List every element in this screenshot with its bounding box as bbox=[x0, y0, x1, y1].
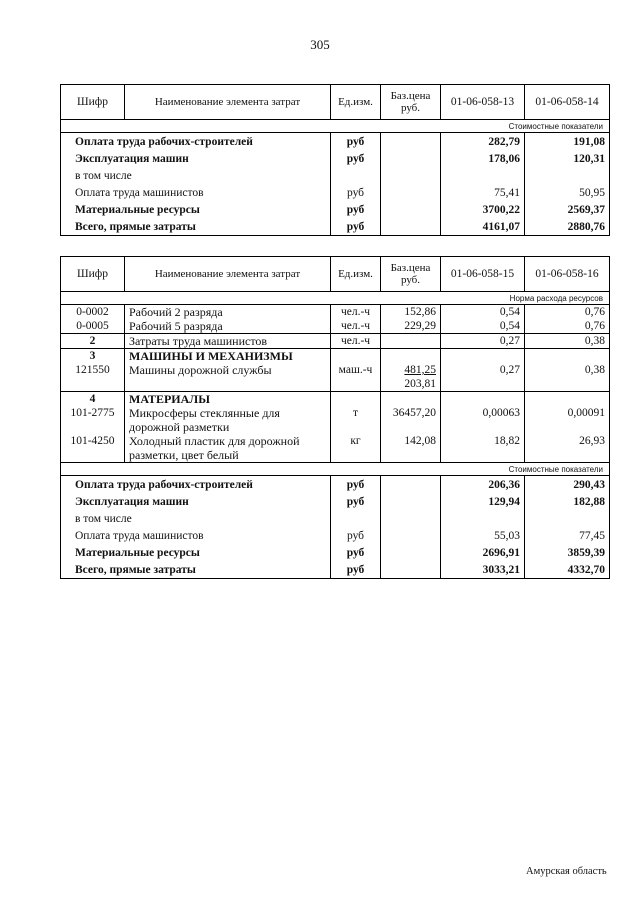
resource-name-line: Рабочий 2 разряда bbox=[129, 305, 223, 319]
table-row bbox=[61, 527, 610, 544]
resource-price-value: 152,86 bbox=[404, 306, 436, 318]
resource-name bbox=[125, 406, 331, 434]
cost-item-name: Эксплуатация машин bbox=[61, 150, 331, 167]
resource-name bbox=[125, 349, 331, 364]
page-number: 305 bbox=[310, 37, 330, 52]
cost-table-2 bbox=[60, 256, 610, 579]
resource-unit: маш.-ч bbox=[331, 363, 381, 392]
table-row bbox=[61, 133, 610, 151]
cost-value-b bbox=[525, 167, 610, 184]
resource-price-value: 36457,20 bbox=[392, 407, 436, 419]
header-base-price: Баз.цена руб. bbox=[381, 85, 441, 120]
cost-value-a: 178,06 bbox=[441, 150, 525, 167]
cost-item-unit bbox=[331, 167, 381, 184]
table-row bbox=[61, 349, 610, 364]
cost-item-base-price bbox=[381, 527, 441, 544]
table-row bbox=[61, 167, 610, 184]
resource-value-b: 0,00091 bbox=[525, 406, 610, 434]
section-row bbox=[61, 292, 610, 305]
resource-name-line: разметки, цвет белый bbox=[129, 448, 239, 462]
resource-price bbox=[381, 434, 441, 463]
resource-price-value: 481,25 bbox=[404, 364, 436, 376]
cost-value-b: 290,43 bbox=[525, 476, 610, 494]
cost-item-unit bbox=[331, 510, 381, 527]
resource-price bbox=[381, 392, 441, 407]
cost-item-base-price bbox=[381, 544, 441, 561]
resource-unit: кг bbox=[331, 434, 381, 463]
resource-name bbox=[125, 363, 331, 392]
cost-value-a: 55,03 bbox=[441, 527, 525, 544]
resource-unit: чел.-ч bbox=[331, 319, 381, 334]
header-col-a: 01-06-058-13 bbox=[441, 85, 525, 120]
table-row bbox=[61, 434, 610, 463]
resource-name bbox=[125, 434, 331, 463]
resource-name bbox=[125, 319, 331, 334]
cost-item-base-price bbox=[381, 167, 441, 184]
cost-item-unit: руб bbox=[331, 218, 381, 236]
cost-value-b: 3859,39 bbox=[525, 544, 610, 561]
resource-value-b bbox=[525, 392, 610, 407]
cost-item-name: Оплата труда рабочих-строителей bbox=[61, 476, 331, 494]
resource-value-b: 0,76 bbox=[525, 319, 610, 334]
resource-price-value: 142,08 bbox=[404, 435, 436, 447]
resource-name-line: дорожной разметки bbox=[129, 420, 230, 434]
cost-value-a: 2696,91 bbox=[441, 544, 525, 561]
cost-value-a bbox=[441, 167, 525, 184]
resource-value-b: 26,93 bbox=[525, 434, 610, 463]
resource-unit: т bbox=[331, 406, 381, 434]
cost-item-name: Всего, прямые затраты bbox=[61, 561, 331, 579]
cost-item-unit: руб bbox=[331, 476, 381, 494]
section-label: Стоимостные показатели bbox=[61, 463, 610, 476]
resource-code: 3 bbox=[61, 349, 125, 364]
resource-unit bbox=[331, 349, 381, 364]
cost-item-base-price bbox=[381, 561, 441, 579]
resource-price bbox=[381, 334, 441, 349]
resource-name-line: Микросферы стеклянные для bbox=[129, 406, 280, 420]
cost-item-name: Материальные ресурсы bbox=[61, 544, 331, 561]
header-unit: Ед.изм. bbox=[331, 85, 381, 120]
cost-value-a: 129,94 bbox=[441, 493, 525, 510]
header-name: Наименование элемента затрат bbox=[125, 85, 331, 120]
table-row bbox=[61, 319, 610, 334]
resource-value-a: 0,54 bbox=[441, 305, 525, 320]
resource-value-a bbox=[441, 349, 525, 364]
cost-item-base-price bbox=[381, 510, 441, 527]
header-code: Шифр bbox=[61, 257, 125, 292]
cost-item-unit: руб bbox=[331, 493, 381, 510]
section-label: Стоимостные показатели bbox=[61, 120, 610, 133]
table-row bbox=[61, 406, 610, 434]
cost-item-base-price bbox=[381, 493, 441, 510]
cost-item-base-price bbox=[381, 201, 441, 218]
resource-name bbox=[125, 392, 331, 407]
cost-item-unit: руб bbox=[331, 133, 381, 151]
cost-item-name: Эксплуатация машин bbox=[61, 493, 331, 510]
table-header bbox=[61, 257, 610, 292]
resource-value-b: 0,38 bbox=[525, 334, 610, 349]
cost-value-b: 2569,37 bbox=[525, 201, 610, 218]
resource-code: 101-2775 bbox=[61, 406, 125, 434]
cost-value-a: 4161,07 bbox=[441, 218, 525, 236]
cost-value-a: 3700,22 bbox=[441, 201, 525, 218]
resource-value-b: 0,38 bbox=[525, 363, 610, 392]
header-code: Шифр bbox=[61, 85, 125, 120]
resource-value-b bbox=[525, 349, 610, 364]
table-row bbox=[61, 150, 610, 167]
cost-value-a: 75,41 bbox=[441, 184, 525, 201]
cost-item-unit: руб bbox=[331, 527, 381, 544]
cost-item-name: Оплата труда машинистов bbox=[61, 184, 331, 201]
table-row bbox=[61, 218, 610, 236]
cost-value-a bbox=[441, 510, 525, 527]
resource-code: 121550 bbox=[61, 363, 125, 392]
table-row bbox=[61, 493, 610, 510]
cost-item-name: Оплата труда машинистов bbox=[61, 527, 331, 544]
resource-price-value: 229,29 bbox=[404, 320, 436, 332]
cost-value-b bbox=[525, 510, 610, 527]
resource-value-a: 0,27 bbox=[441, 334, 525, 349]
cost-item-name: в том числе bbox=[61, 167, 331, 184]
resource-value-a: 0,54 bbox=[441, 319, 525, 334]
resource-code: 101-4250 bbox=[61, 434, 125, 463]
resource-unit bbox=[331, 392, 381, 407]
table-row bbox=[61, 184, 610, 201]
resource-name bbox=[125, 334, 331, 349]
cost-item-unit: руб bbox=[331, 201, 381, 218]
cost-item-base-price bbox=[381, 218, 441, 236]
cost-value-b: 191,08 bbox=[525, 133, 610, 151]
resource-name-line: Затраты труда машинистов bbox=[129, 334, 268, 348]
table-row bbox=[61, 363, 610, 392]
resource-name-line: Машины дорожной службы bbox=[129, 363, 272, 377]
resource-value-a bbox=[441, 392, 525, 407]
resource-code: 0-0002 bbox=[61, 305, 125, 320]
cost-item-base-price bbox=[381, 476, 441, 494]
cost-table-1 bbox=[60, 84, 610, 236]
section-label: Норма расхода ресурсов bbox=[61, 292, 610, 305]
header-unit: Ед.изм. bbox=[331, 257, 381, 292]
resource-value-a: 0,00063 bbox=[441, 406, 525, 434]
resource-price bbox=[381, 319, 441, 334]
resource-price bbox=[381, 406, 441, 434]
resource-code: 4 bbox=[61, 392, 125, 407]
resource-unit: чел.-ч bbox=[331, 305, 381, 320]
cost-value-b: 182,88 bbox=[525, 493, 610, 510]
cost-item-base-price bbox=[381, 133, 441, 151]
cost-value-b: 2880,76 bbox=[525, 218, 610, 236]
cost-item-base-price bbox=[381, 184, 441, 201]
table-row bbox=[61, 544, 610, 561]
table-row bbox=[61, 305, 610, 320]
cost-item-unit: руб bbox=[331, 150, 381, 167]
resource-price-value: 203,81 bbox=[404, 378, 436, 390]
resource-name-line: Рабочий 5 разряда bbox=[129, 319, 223, 333]
resource-unit: чел.-ч bbox=[331, 334, 381, 349]
cost-item-name: Всего, прямые затраты bbox=[61, 218, 331, 236]
cost-value-b: 120,31 bbox=[525, 150, 610, 167]
resource-price bbox=[381, 349, 441, 364]
table-row bbox=[61, 334, 610, 349]
cost-value-b: 77,45 bbox=[525, 527, 610, 544]
cost-value-b: 4332,70 bbox=[525, 561, 610, 579]
cost-item-unit: руб bbox=[331, 561, 381, 579]
cost-item-name: в том числе bbox=[61, 510, 331, 527]
cost-item-unit: руб bbox=[331, 184, 381, 201]
footer-region: Амурская область bbox=[526, 866, 607, 877]
cost-value-a: 3033,21 bbox=[441, 561, 525, 579]
cost-item-unit: руб bbox=[331, 544, 381, 561]
resource-value-a: 0,27 bbox=[441, 363, 525, 392]
section-row bbox=[61, 463, 610, 476]
resource-code: 0-0005 bbox=[61, 319, 125, 334]
resource-name-line: МАТЕРИАЛЫ bbox=[129, 392, 210, 406]
cost-value-b: 50,95 bbox=[525, 184, 610, 201]
cost-value-a: 206,36 bbox=[441, 476, 525, 494]
cost-item-base-price bbox=[381, 150, 441, 167]
header-col-b: 01-06-058-14 bbox=[525, 85, 610, 120]
section-row bbox=[61, 120, 610, 133]
cost-value-a: 282,79 bbox=[441, 133, 525, 151]
cost-item-name: Материальные ресурсы bbox=[61, 201, 331, 218]
resource-value-b: 0,76 bbox=[525, 305, 610, 320]
header-base-price: Баз.цена руб. bbox=[381, 257, 441, 292]
resource-name-line: МАШИНЫ И МЕХАНИЗМЫ bbox=[129, 349, 293, 363]
resource-name bbox=[125, 305, 331, 320]
table-row bbox=[61, 476, 610, 494]
header-name: Наименование элемента затрат bbox=[125, 257, 331, 292]
table-row bbox=[61, 510, 610, 527]
resource-code: 2 bbox=[61, 334, 125, 349]
header-col-a: 01-06-058-15 bbox=[441, 257, 525, 292]
resource-price bbox=[381, 363, 441, 392]
cost-item-name: Оплата труда рабочих-строителей bbox=[61, 133, 331, 151]
table-header bbox=[61, 85, 610, 120]
resource-price bbox=[381, 305, 441, 320]
table-row bbox=[61, 561, 610, 579]
resource-name-line: Холодный пластик для дорожной bbox=[129, 434, 300, 448]
resource-value-a: 18,82 bbox=[441, 434, 525, 463]
table-row bbox=[61, 201, 610, 218]
table-row bbox=[61, 392, 610, 407]
header-col-b: 01-06-058-16 bbox=[525, 257, 610, 292]
